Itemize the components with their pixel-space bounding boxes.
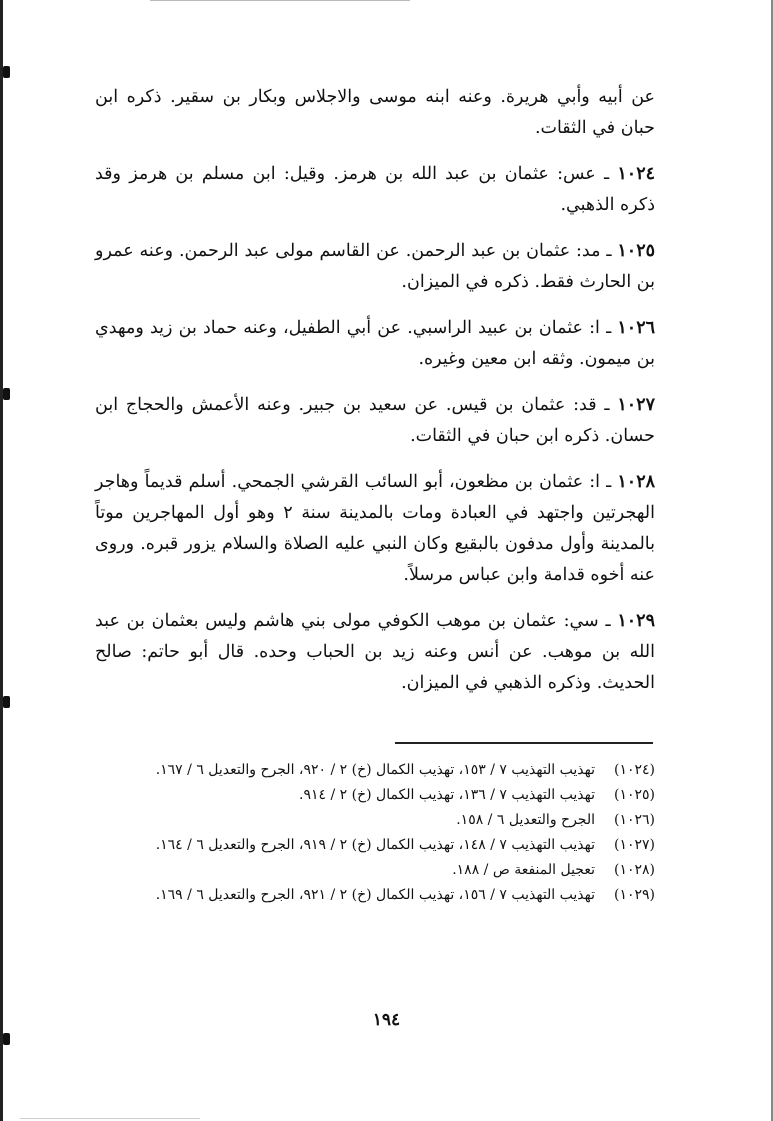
entry-text: ـ قد: عثمان بن قيس. عن سعيد بن جبير. وعنه الأعمش والحجاج ابن حسان. ذكره ابن حبان في الثقات. [95,395,655,446]
binder-mark [3,696,10,708]
footnote-text: تهذيب التهذيب ٧ / ١٥٣، تهذيب الكمال (خ) ٢ / ٩٢٠، الجرح والتعديل ٦ / ١٦٧. [155,762,595,778]
footnote-number: (١٠٢٤) [613,762,655,778]
scan-edge-bottom [20,1118,200,1119]
entry-number: ١٠٢٩ [617,611,655,631]
entry-1029 [95,606,655,699]
entry-number: ١٠٢٤ [617,164,655,184]
footnote-separator [395,742,653,744]
footnote [95,883,655,908]
footnote [95,758,655,783]
entry-1026 [95,313,655,375]
entry-1027 [95,390,655,452]
scan-edge-top [150,0,410,1]
entry-number: ١٠٢٦ [617,318,655,338]
entry-number: ١٠٢٨ [617,472,655,492]
paragraph [95,82,655,144]
footnote-number: (١٠٢٩) [613,887,655,903]
entry-text: ـ ا: عثمان بن مظعون، أبو السائب القرشي الجمحي. أسلم قديماً وهاجر الهجرتين واجتهد في العبادة ومات بالمدينة سنة ٢ وهو أول المهاجرين موتاً بالمدينة وأول مدفون بالبقيع وكان النبي عليه الصلاة والسلام يزور قبره. وروى عنه أخوه قدامة وابن عباس مرسلاً. [95,472,656,585]
paragraph-text: عن أبيه وأبي هريرة. وعنه ابنه موسى والاجلاس وبكار بن سقير. ذكره ابن حبان في الثقات. [95,87,655,138]
footnote-text: تهذيب التهذيب ٧ / ١٤٨، تهذيب الكمال (خ) ٢ / ٩١٩، الجرح والتعديل ٦ / ١٦٤. [155,837,595,853]
footnote-text: تعجيل المنفعة ص / ١٨٨. [452,862,595,878]
entry-1024 [95,159,655,221]
entry-text: ـ سي: عثمان بن موهب الكوفي مولى بني هاشم وليس بعثمان بن عبد الله بن موهب. عن أنس وعنه زيد بن الحباب وحده. قال أبو حاتم: صالح الحديث. وذكره الذهبي في الميزان. [95,611,655,693]
binder-mark [3,388,10,400]
footnote-number: (١٠٢٨) [613,862,655,878]
footnote-text: الجرح والتعديل ٦ / ١٥٨. [456,812,595,828]
footnote-number: (١٠٢٧) [613,837,655,853]
main-text [95,82,655,714]
binder-mark [3,66,10,78]
entry-1028 [95,467,655,591]
page-number: ١٩٤ [372,1010,401,1030]
page-left-border [0,0,3,1121]
footnote [95,833,655,858]
entry-number: ١٠٢٥ [617,241,655,261]
footnote [95,858,655,883]
footnotes [95,758,655,908]
footnote [95,783,655,808]
footnote-number: (١٠٢٥) [613,787,655,803]
footnote-text: تهذيب التهذيب ٧ / ١٣٦، تهذيب الكمال (خ) ٢ / ٩١٤. [298,787,595,803]
entry-text: ـ مد: عثمان بن عبد الرحمن. عن القاسم مولى عبد الرحمن. وعنه عمرو بن الحارث فقط. ذكره في الميزان. [95,241,655,292]
footnote-number: (١٠٢٦) [613,812,655,828]
entry-text: ـ ا: عثمان بن عبيد الراسبي. عن أبي الطفيل، وعنه حماد بن زيد ومهدي بن ميمون. وثقه ابن معين وغيره. [95,318,655,369]
footnote-text: تهذيب التهذيب ٧ / ١٥٦، تهذيب الكمال (خ) ٢ / ٩٢١، الجرح والتعديل ٦ / ١٦٩. [155,887,595,903]
footnote [95,808,655,833]
entry-number: ١٠٢٧ [617,395,655,415]
entry-1025 [95,236,655,298]
binder-mark [3,1033,10,1045]
entry-text: ـ عس: عثمان بن عبد الله بن هرمز. وقيل: ابن مسلم بن هرمز وقد ذكره الذهبي. [95,164,655,215]
